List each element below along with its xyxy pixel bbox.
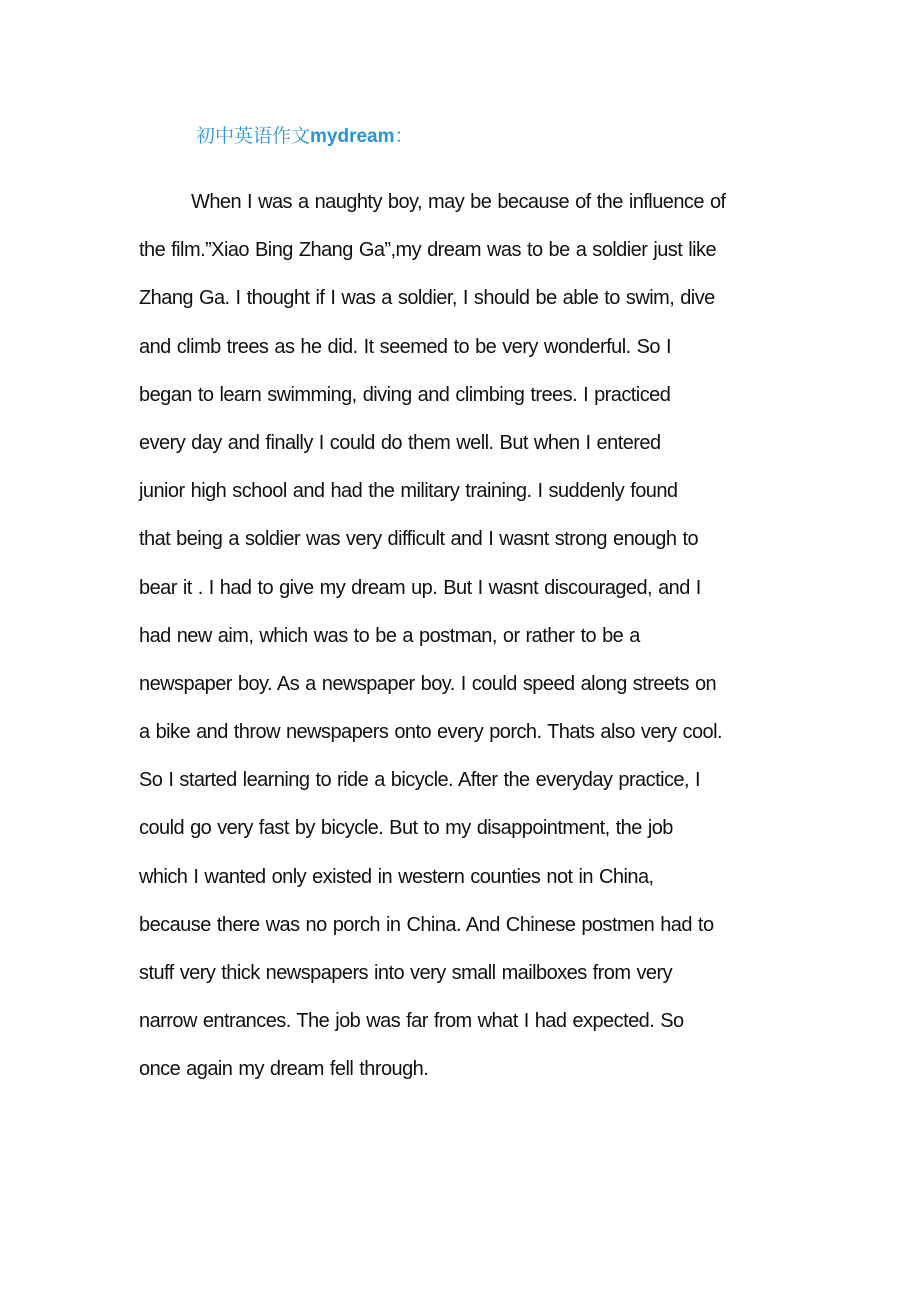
text-line: So I started learning to ride a bicycle. After the everyday practice, I (139, 769, 701, 792)
title-latin: mydream (310, 126, 395, 147)
title-cjk: 初中英语作文 (196, 125, 311, 147)
text-line: because there was no porch in China. And Chinese postmen had to (139, 913, 714, 936)
text-line: a bike and throw newspapers onto every porch. Thats also very cool. (139, 721, 722, 744)
text-line: began to learn swimming, diving and climbing trees. I practiced (139, 383, 671, 406)
text-line: narrow entrances. The job was far from what I had expected. So (139, 1010, 684, 1033)
text-line: bear it . I had to give my dream up. But I wasnt discouraged, and I (139, 576, 701, 599)
document-title (196, 120, 414, 153)
text-line: which I wanted only existed in western counties not in China, (139, 865, 654, 888)
text-line: once again my dream fell through. (139, 1058, 429, 1081)
essay-body (139, 178, 789, 1094)
text-line: When I was a naughty boy, may be because of the influence of (191, 191, 726, 213)
text-line: could go very fast by bicycle. But to my disappointment, the job (139, 817, 673, 840)
title-colon: ： (394, 125, 414, 147)
text-line: every day and finally I could do them well. But when I entered (139, 431, 661, 454)
text-line: junior high school and had the military training. I suddenly found (139, 480, 678, 503)
text-line: newspaper boy. As a newspaper boy. I could speed along streets on (139, 672, 717, 695)
text-line: the film.”Xiao Bing Zhang Ga”,my dream was to be a soldier just like (139, 239, 717, 262)
text-line: Zhang Ga. I thought if I was a soldier, I should be able to swim, dive (139, 287, 715, 310)
text-line: had new aim, which was to be a postman, or rather to be a (139, 624, 640, 647)
text-line: stuff very thick newspapers into very small mailboxes from very (139, 962, 673, 984)
text-line: and climb trees as he did. It seemed to be very wonderful. So I (139, 335, 671, 358)
text-line: that being a soldier was very difficult and I wasnt strong enough to (139, 528, 699, 551)
